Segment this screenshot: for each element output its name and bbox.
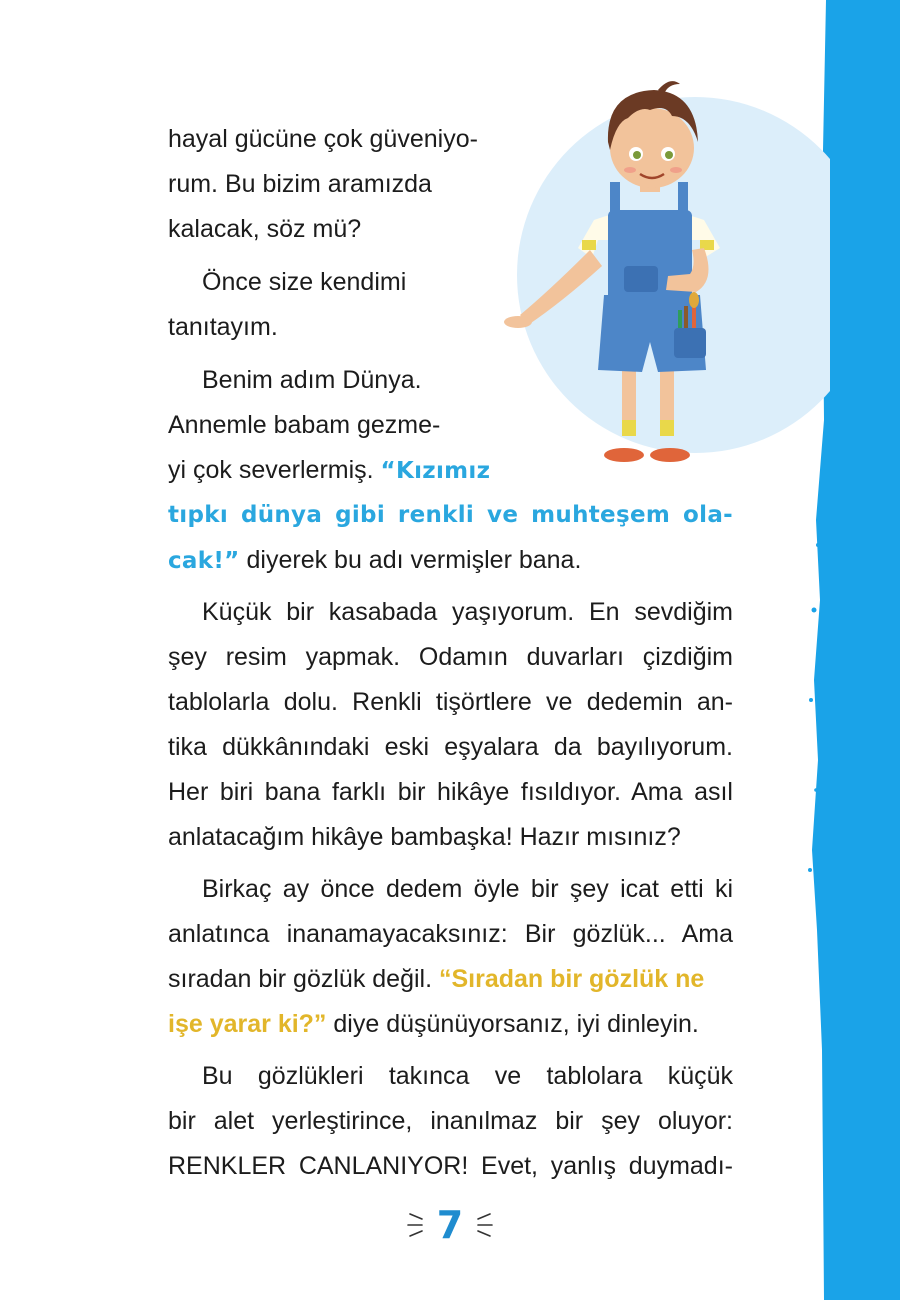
text-segment: diye düşünüyorsanız, iyi dinleyin. <box>333 1010 699 1038</box>
text-line: Annemle babam gezme- <box>168 411 441 439</box>
text-line <box>168 964 704 994</box>
text-line: şey resim yapmak. Odamın duvarları çizdiğim <box>168 643 733 671</box>
text-line <box>168 545 581 576</box>
child-illustration <box>490 70 830 480</box>
text-line: RENKLER CANLANIYOR! Evet, yanlış duymadı- <box>168 1152 733 1180</box>
page-number: 7 <box>436 1203 464 1247</box>
text-line: tablolarla dolu. Renkli tişörtlere ve dedemin an- <box>168 688 733 716</box>
text-line: Benim adım Dünya. <box>202 366 422 394</box>
text-line <box>168 1009 699 1039</box>
text-line: rum. Bu bizim aramızda <box>168 170 432 198</box>
text-line: Her biri bana farklı bir hikâye fısıldıyor. Ama asıl <box>168 778 733 806</box>
text-line: Önce size kendimi <box>202 268 407 296</box>
text-segment: diyerek bu adı vermişler bana. <box>246 546 582 574</box>
text-line: kalacak, söz mü? <box>168 215 362 243</box>
text-line: Bu gözlükleri takınca ve tablolara küçük <box>202 1062 733 1090</box>
highlighted-quote: “Sıradan bir gözlük ne <box>439 965 705 993</box>
highlighted-quote: “Kızımız <box>380 458 491 484</box>
text-line: anlatınca inanamayacaksınız: Bir gözlük... Ama <box>168 920 733 948</box>
text-segment: sıradan bir gözlük değil. <box>168 965 433 993</box>
highlighted-quote: cak!” <box>168 548 240 574</box>
text-line: tika dükkânındaki eski eşyalara da bayılıyorum. <box>168 733 733 761</box>
text-line: tanıtayım. <box>168 313 278 341</box>
text-line: Küçük bir kasabada yaşıyorum. En sevdiğim <box>202 598 733 626</box>
text-line: anlatacağım hikâye bambaşka! Hazır mısınız? <box>168 823 681 851</box>
text-segment: yi çok severlermiş. <box>168 456 374 484</box>
text-line: hayal gücüne çok güveniyo- <box>168 125 478 153</box>
text-line <box>168 455 490 486</box>
text-line: Birkaç ay önce dedem öyle bir şey icat etti ki <box>202 875 733 903</box>
text-line: bir alet yerleştirince, inanılmaz bir şey oluyor: <box>168 1107 733 1135</box>
highlighted-quote: tıpkı dünya gibi renkli ve muhteşem ola- <box>168 502 733 528</box>
highlighted-quote: işe yarar ki?” <box>168 1010 327 1038</box>
